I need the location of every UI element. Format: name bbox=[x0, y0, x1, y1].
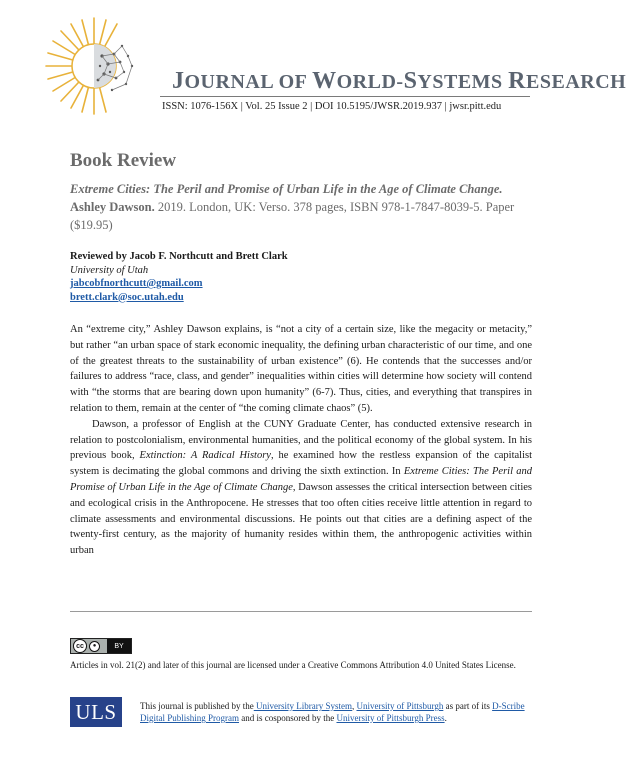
book-reference: Extreme Cities: The Peril and Promise of Urban Life in the Age of Climate Change bbox=[70, 466, 532, 493]
journal-title-part: ESEARCH bbox=[526, 71, 626, 93]
publisher-text-part: This journal is published by the bbox=[140, 701, 254, 711]
book-details: 2019. London, UK: Verso. 378 pages, ISBN 978-1-7847-8039-5. Paper ($19.95) bbox=[70, 200, 515, 232]
publisher-text-part: . bbox=[444, 713, 447, 723]
journal-title bbox=[172, 68, 626, 95]
journal-title-part: R bbox=[508, 68, 527, 94]
footer-divider bbox=[70, 611, 532, 612]
book-title: Extreme Cities: The Peril and Promise of Urban Life in the Age of Climate Change. bbox=[70, 182, 503, 196]
publisher-text bbox=[140, 700, 540, 724]
license-text: Articles in vol. 21(2) and later of this journal are licensed under a Creative Commons Attribution 4.0 United States License. bbox=[70, 660, 516, 670]
cc-by-label: BY bbox=[107, 639, 131, 653]
book-citation bbox=[70, 180, 532, 234]
reviewer-email-link[interactable]: brett.clark@soc.utah.edu bbox=[70, 291, 184, 303]
pitt-link[interactable]: University of Pittsburgh bbox=[356, 701, 444, 711]
dscribe-link[interactable]: D-Scribe Digital Publishing Program bbox=[140, 701, 525, 723]
journal-title-part: ORLD- bbox=[336, 71, 404, 93]
journal-meta: ISSN: 1076-156X | Vol. 25 Issue 2 | DOI 10.5195/JWSR.2019.937 | jwsr.pitt.edu bbox=[162, 101, 502, 112]
book-reference: Extinction: A Radical History bbox=[139, 450, 271, 462]
reviewer-email-link[interactable]: jabcobfnorthcutt@gmail.com bbox=[70, 278, 203, 289]
journal-title-part: OURNAL OF bbox=[184, 71, 313, 93]
publisher-text-part: as part of its bbox=[443, 701, 493, 711]
uls-logo[interactable]: ULS bbox=[70, 697, 122, 727]
paragraph-text: , he examined how the restless expansion of the capitalist system is decimating the global commons and driving the sixth extinction. In bbox=[70, 450, 533, 478]
uls-link[interactable]: University Library System bbox=[253, 701, 352, 711]
paragraph: An “extreme city,” Ashley Dawson explains, is “not a city of a certain size, like the megacity or metacity,” but rather “an urban space of stark economic inequality, the defining urban characteristic of our time, and one of the greatest threats to the sustainability of urban existence” (6). He contends that the successes and/or failures to address “race, class, and gender” inequalities within cities will determine how society will contend with “the storms that are bearing down upon humanity” (6-7). Thus, cities, and everything that transpires in relation to them, remain at the center of “the coming climate chaos” (5). bbox=[70, 324, 532, 414]
journal-title-part: S bbox=[403, 68, 418, 94]
book-author: Ashley Dawson. bbox=[70, 200, 155, 214]
paragraph-text: , Dawson assesses the critical intersection between cities and ecological crisis in the Anthropocene. He stresses that too often cities receive little attention in regard to climate assessments and environmental discussions. He points out that cities are a defining aspect of the twenty-first century, as the majority of humanity resides within them, the anthropogenic activities within urban bbox=[70, 481, 532, 557]
paragraph bbox=[70, 417, 532, 559]
cc-icon: cc bbox=[73, 639, 87, 653]
attribution-icon: ● bbox=[89, 641, 100, 652]
pitt-press-link[interactable]: University of Pittsburgh Press bbox=[336, 713, 445, 723]
header-divider bbox=[160, 96, 530, 97]
reviewer-names: Reviewed by Jacob F. Northcutt and Brett Clark bbox=[70, 251, 288, 262]
article-body bbox=[70, 322, 532, 559]
reviewer-block bbox=[70, 250, 532, 304]
journal-title-part: J bbox=[172, 68, 185, 94]
journal-logo-icon bbox=[44, 16, 144, 116]
creative-commons-badge[interactable] bbox=[70, 638, 132, 654]
journal-title-part: W bbox=[312, 68, 337, 94]
journal-title-part: YSTEMS bbox=[417, 71, 509, 93]
publisher-text-part: and is cosponsored by the bbox=[239, 713, 337, 723]
publisher-text-part: , bbox=[352, 701, 357, 711]
reviewer-institution: University of Utah bbox=[70, 264, 149, 276]
section-title: Book Review bbox=[70, 150, 177, 171]
paragraph-text: Dawson, a professor of English at the CUNY Graduate Center, has conducted extensive research in relation to postcolonialism, environmental humanities, and the political economy of the global system. In his previous book, bbox=[70, 418, 532, 462]
